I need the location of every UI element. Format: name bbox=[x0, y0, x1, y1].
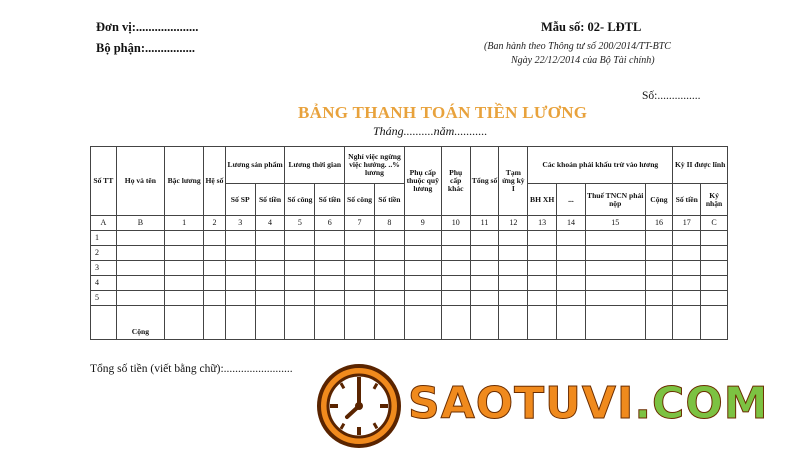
table-cell[interactable] bbox=[285, 261, 315, 276]
index-cell: A bbox=[91, 216, 117, 231]
table-row bbox=[91, 261, 728, 276]
document-title: BẢNG THANH TOÁN TIỀN LƯƠNG bbox=[298, 103, 588, 122]
table-cell[interactable] bbox=[204, 246, 226, 261]
header-allowance-fund: Phụ cấp thuộc quỹ lương bbox=[404, 147, 441, 216]
table-cell[interactable] bbox=[285, 276, 315, 291]
department-label: Bộ phận:................ bbox=[96, 41, 195, 55]
table-cell[interactable] bbox=[645, 276, 673, 291]
table-cell[interactable] bbox=[225, 291, 255, 306]
header-total: Tổng số bbox=[470, 147, 499, 216]
table-cell[interactable] bbox=[528, 261, 557, 276]
header-deductions: Các khoản phải khấu trừ vào lương bbox=[528, 147, 673, 184]
index-cell: 17 bbox=[673, 216, 701, 231]
table-cell[interactable] bbox=[441, 246, 470, 261]
row-number: 2 bbox=[91, 246, 117, 261]
table-cell[interactable] bbox=[701, 261, 728, 276]
table-cell[interactable] bbox=[557, 261, 586, 276]
table-cell[interactable] bbox=[585, 261, 645, 276]
table-cell[interactable] bbox=[470, 276, 499, 291]
brand-domain: .COM bbox=[634, 378, 769, 429]
table-cell[interactable] bbox=[673, 246, 701, 261]
sub-payout-amount: Số tiền bbox=[673, 184, 701, 216]
table-index-row bbox=[91, 216, 728, 231]
index-cell: 14 bbox=[557, 216, 586, 231]
document-number: Số:............... bbox=[642, 90, 701, 102]
table-cell[interactable] bbox=[315, 291, 345, 306]
header-product-salary: Lương sản phẩm bbox=[225, 147, 285, 184]
index-cell: 5 bbox=[285, 216, 315, 231]
table-cell[interactable] bbox=[255, 246, 285, 261]
table-row bbox=[91, 246, 728, 261]
table-cell[interactable] bbox=[470, 291, 499, 306]
table-cell[interactable] bbox=[255, 276, 285, 291]
unit-label: Đơn vị:.................... bbox=[96, 20, 199, 34]
table-cell[interactable] bbox=[499, 231, 528, 246]
table-cell[interactable] bbox=[165, 291, 204, 306]
index-cell: 15 bbox=[585, 216, 645, 231]
header-stt: Số TT bbox=[91, 147, 117, 216]
table-cell[interactable] bbox=[315, 276, 345, 291]
form-code: Mẫu số: 02- LĐTL bbox=[541, 20, 642, 34]
issued-line-2: Ngày 22/12/2014 của Bộ Tài chính) bbox=[511, 55, 655, 66]
table-cell[interactable] bbox=[345, 261, 375, 276]
index-cell: C bbox=[701, 216, 728, 231]
table-cell[interactable] bbox=[165, 276, 204, 291]
table-cell[interactable] bbox=[255, 231, 285, 246]
table-cell[interactable] bbox=[204, 291, 226, 306]
table-cell[interactable] bbox=[470, 231, 499, 246]
table-cell[interactable] bbox=[673, 231, 701, 246]
row-number: 3 bbox=[91, 261, 117, 276]
sub-time-days: Số công bbox=[285, 184, 315, 216]
table-cell[interactable] bbox=[441, 261, 470, 276]
table-cell[interactable] bbox=[673, 261, 701, 276]
table-cell[interactable] bbox=[345, 231, 375, 246]
table-cell[interactable] bbox=[557, 246, 586, 261]
index-cell: 13 bbox=[528, 216, 557, 231]
table-cell[interactable] bbox=[470, 261, 499, 276]
table-cell[interactable] bbox=[585, 246, 645, 261]
row-number: 5 bbox=[91, 291, 117, 306]
table-cell[interactable] bbox=[315, 261, 345, 276]
header-time-salary: Lương thời gian bbox=[285, 147, 345, 184]
table-cell[interactable] bbox=[204, 231, 226, 246]
table-cell[interactable] bbox=[528, 246, 557, 261]
index-cell: 11 bbox=[470, 216, 499, 231]
table-cell[interactable] bbox=[285, 291, 315, 306]
table-cell[interactable] bbox=[165, 231, 204, 246]
index-cell: 1 bbox=[165, 216, 204, 231]
row-number: 1 bbox=[91, 231, 117, 246]
table-cell[interactable] bbox=[557, 276, 586, 291]
table-total-row bbox=[91, 306, 728, 340]
table-cell[interactable] bbox=[374, 291, 404, 306]
header-allowance-other: Phụ cấp khác bbox=[441, 147, 470, 216]
total-label: Cộng bbox=[116, 306, 164, 340]
header-rank: Bậc lương bbox=[165, 147, 204, 216]
table-cell[interactable] bbox=[499, 291, 528, 306]
sub-leave-amount: Số tiền bbox=[374, 184, 404, 216]
header-coefficient: Hệ số bbox=[204, 147, 226, 216]
table-cell[interactable] bbox=[315, 246, 345, 261]
table-cell[interactable] bbox=[374, 261, 404, 276]
table-cell[interactable] bbox=[225, 261, 255, 276]
table-row bbox=[91, 291, 728, 306]
table-cell[interactable] bbox=[116, 291, 164, 306]
table-row bbox=[91, 276, 728, 291]
table-cell[interactable] bbox=[404, 291, 441, 306]
table-cell[interactable] bbox=[404, 246, 441, 261]
table-cell[interactable] bbox=[470, 246, 499, 261]
brand-wordmark bbox=[408, 378, 769, 429]
table-cell[interactable] bbox=[345, 246, 375, 261]
table-cell[interactable] bbox=[499, 246, 528, 261]
header-advance: Tạm ứng kỳ I bbox=[499, 147, 528, 216]
table-cell[interactable] bbox=[116, 246, 164, 261]
index-cell: 3 bbox=[225, 216, 255, 231]
table-cell[interactable] bbox=[374, 246, 404, 261]
table-cell[interactable] bbox=[528, 276, 557, 291]
table-cell[interactable] bbox=[528, 291, 557, 306]
table-cell[interactable] bbox=[116, 276, 164, 291]
sub-signature: Ký nhận bbox=[701, 184, 728, 216]
table-cell[interactable] bbox=[557, 291, 586, 306]
sub-time-amount: Số tiền bbox=[315, 184, 345, 216]
header-name: Họ và tên bbox=[116, 147, 164, 216]
table-cell[interactable] bbox=[116, 261, 164, 276]
table-cell[interactable] bbox=[165, 261, 204, 276]
clock-icon bbox=[316, 363, 402, 449]
table-cell[interactable] bbox=[204, 261, 226, 276]
index-cell: B bbox=[116, 216, 164, 231]
table-cell[interactable] bbox=[499, 276, 528, 291]
table-cell[interactable] bbox=[673, 276, 701, 291]
sub-income-tax: Thuế TNCN phải nộp bbox=[585, 184, 645, 216]
table-cell[interactable] bbox=[645, 261, 673, 276]
table-cell[interactable] bbox=[374, 231, 404, 246]
sub-social-insurance: BH XH bbox=[528, 184, 557, 216]
table-cell[interactable] bbox=[116, 231, 164, 246]
document-subtitle: Tháng..........năm........... bbox=[373, 124, 488, 138]
row-number: 4 bbox=[91, 276, 117, 291]
header-leave: Nghỉ việc ngừng việc hưởng. ..% lương bbox=[345, 147, 405, 184]
table-cell[interactable] bbox=[645, 291, 673, 306]
sub-leave-days: Số công bbox=[345, 184, 375, 216]
sub-product-qty: Số SP bbox=[225, 184, 255, 216]
table-cell[interactable] bbox=[204, 276, 226, 291]
table-cell[interactable] bbox=[585, 291, 645, 306]
index-cell: 7 bbox=[345, 216, 375, 231]
sub-deduction-total: Cộng bbox=[645, 184, 673, 216]
table-cell[interactable] bbox=[645, 231, 673, 246]
table-cell[interactable] bbox=[345, 291, 375, 306]
table-cell[interactable] bbox=[255, 291, 285, 306]
sub-product-amount: Số tiền bbox=[255, 184, 285, 216]
table-cell[interactable] bbox=[557, 231, 586, 246]
header-period-2: Kỳ II được lĩnh bbox=[673, 147, 728, 184]
table-row bbox=[91, 231, 728, 246]
table-cell[interactable] bbox=[255, 261, 285, 276]
table-cell[interactable] bbox=[441, 276, 470, 291]
table-cell[interactable] bbox=[701, 231, 728, 246]
index-cell: 10 bbox=[441, 216, 470, 231]
index-cell: 9 bbox=[404, 216, 441, 231]
table-cell[interactable] bbox=[404, 261, 441, 276]
total-cell bbox=[91, 306, 117, 340]
table-cell[interactable] bbox=[225, 231, 255, 246]
table-cell[interactable] bbox=[441, 231, 470, 246]
table-cell[interactable] bbox=[499, 261, 528, 276]
table-cell[interactable] bbox=[673, 291, 701, 306]
amount-in-words: Tổng số tiền (viết bằng chữ):........................ bbox=[90, 363, 293, 375]
table-cell[interactable] bbox=[701, 246, 728, 261]
table-cell[interactable] bbox=[374, 276, 404, 291]
table-cell[interactable] bbox=[404, 231, 441, 246]
table-cell[interactable] bbox=[441, 291, 470, 306]
index-cell: 6 bbox=[315, 216, 345, 231]
table-cell[interactable] bbox=[645, 246, 673, 261]
table-cell[interactable] bbox=[225, 246, 255, 261]
table-cell[interactable] bbox=[528, 231, 557, 246]
index-cell: 8 bbox=[374, 216, 404, 231]
table-cell[interactable] bbox=[585, 276, 645, 291]
index-cell: 12 bbox=[499, 216, 528, 231]
table-cell[interactable] bbox=[165, 246, 204, 261]
table-cell[interactable] bbox=[315, 231, 345, 246]
payroll-table bbox=[90, 146, 728, 340]
table-cell[interactable] bbox=[285, 246, 315, 261]
index-cell: 4 bbox=[255, 216, 285, 231]
sub-ellipsis: ... bbox=[557, 184, 586, 216]
table-cell[interactable] bbox=[585, 231, 645, 246]
table-cell[interactable] bbox=[701, 291, 728, 306]
table-cell[interactable] bbox=[701, 276, 728, 291]
index-cell: 2 bbox=[204, 216, 226, 231]
brand-name: SAOTUVI bbox=[408, 378, 635, 429]
table-cell[interactable] bbox=[285, 231, 315, 246]
table-cell[interactable] bbox=[404, 276, 441, 291]
table-cell[interactable] bbox=[225, 276, 255, 291]
index-cell: 16 bbox=[645, 216, 673, 231]
table-cell[interactable] bbox=[345, 276, 375, 291]
table-header-row bbox=[91, 147, 728, 184]
issued-line-1: (Ban hành theo Thông tư số 200/2014/TT-BTC bbox=[484, 41, 671, 52]
